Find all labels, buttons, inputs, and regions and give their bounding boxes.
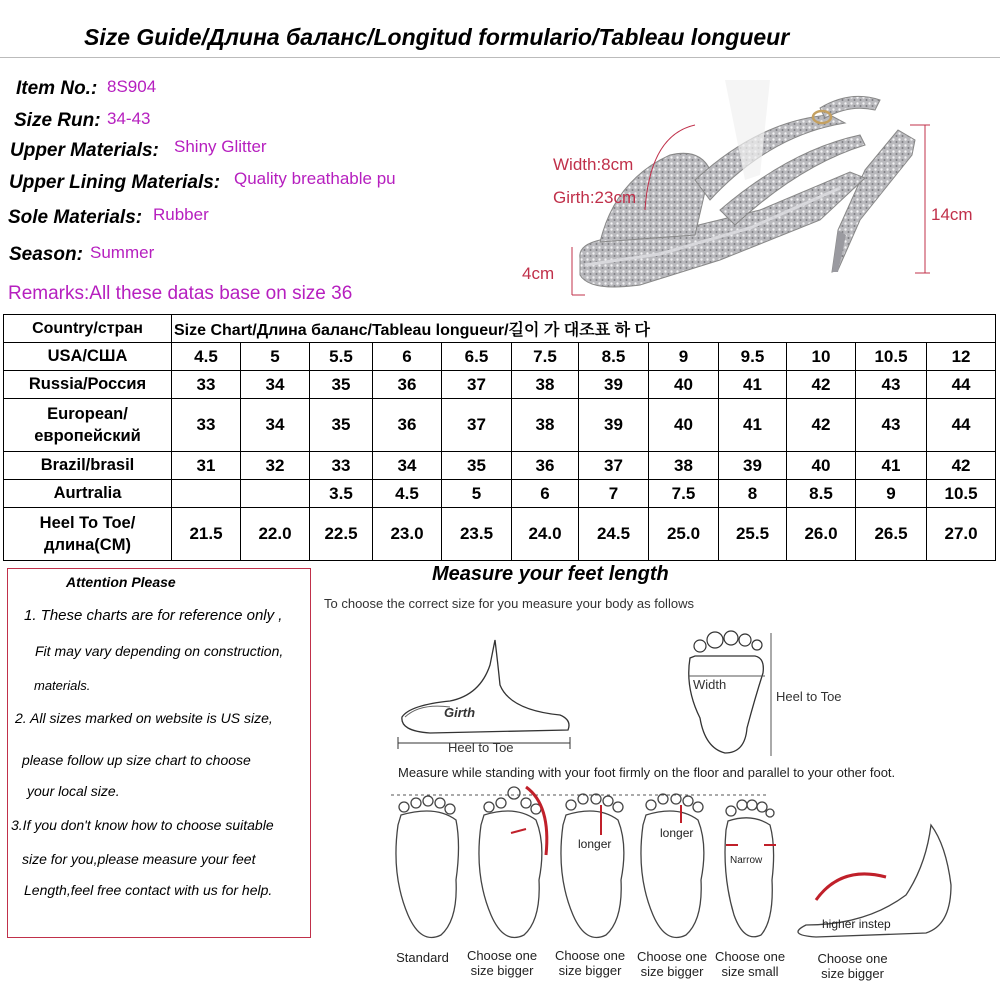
title-divider [0, 57, 1000, 58]
table-row [4, 452, 996, 480]
upper-materials-value: Shiny Glitter [174, 137, 267, 156]
page-title: Size Guide/Длина баланс/Longitud formulario/Tableau longueur [84, 24, 790, 50]
table-cell: 22.0 [241, 508, 310, 561]
table-cell: 5 [241, 343, 310, 371]
row-label: Russia/Россия [4, 371, 172, 399]
sole-materials-value: Rubber [153, 205, 209, 224]
attention-line: size for you,please measure your feet [22, 851, 256, 867]
table-cell: 33 [172, 399, 241, 452]
table-cell: 42 [927, 452, 996, 480]
country-header: Country/стран [4, 315, 172, 343]
chart-title: Size Chart/Длина баланс/Tableau longueur/길이 가 대조표 하 다 [172, 315, 996, 343]
table-cell: 40 [649, 371, 719, 399]
row-label: Aurtralia [4, 480, 172, 508]
table-cell: 41 [856, 452, 927, 480]
table-cell: 25.5 [719, 508, 787, 561]
table-cell: 26.0 [787, 508, 856, 561]
sole-materials-label: Sole Materials: [8, 207, 143, 228]
heel-to-toe-top-label: Heel to Toe [776, 689, 842, 704]
attention-line: please follow up size chart to choose [22, 752, 251, 768]
table-cell: 5.5 [310, 343, 373, 371]
heel-to-toe-side-label: Heel to Toe [448, 740, 514, 755]
upper-materials-label: Upper Materials: [10, 140, 159, 161]
attention-line: your local size. [27, 783, 120, 799]
caption-bigger-1: Choose one size bigger [466, 948, 538, 978]
table-cell: 4.5 [172, 343, 241, 371]
table-cell: 9 [649, 343, 719, 371]
season-label: Season: [9, 244, 83, 265]
longer-tag-1: longer [578, 837, 612, 851]
table-cell: 35 [310, 371, 373, 399]
table-cell: 33 [172, 371, 241, 399]
table-cell: 8 [719, 480, 787, 508]
row-label: Brazil/brasil [4, 452, 172, 480]
attention-line: materials. [34, 678, 91, 693]
table-cell: 37 [442, 371, 512, 399]
remarks: Remarks:All these datas base on size 36 [8, 283, 353, 304]
table-cell: 41 [719, 371, 787, 399]
higher-instep-tag: higher instep [822, 917, 891, 931]
table-cell: 10 [787, 343, 856, 371]
table-cell: 9 [856, 480, 927, 508]
heel-height-dimension: 14cm [931, 205, 973, 224]
platform-height-dimension: 4cm [522, 264, 555, 283]
table-cell: 6 [373, 343, 442, 371]
table-cell: 6.5 [442, 343, 512, 371]
table-cell: 36 [373, 371, 442, 399]
table-cell: 40 [649, 399, 719, 452]
table-row [4, 508, 996, 561]
measure-note: Measure while standing with your foot firmly on the floor and parallel to your other foot. [398, 765, 896, 780]
table-cell: 36 [373, 399, 442, 452]
table-cell: 34 [241, 399, 310, 452]
table-cell: 21.5 [172, 508, 241, 561]
table-cell: 34 [241, 371, 310, 399]
girth-dimension: Girth:23cm [553, 188, 637, 207]
table-cell [172, 480, 241, 508]
measure-title: Measure your feet length [432, 563, 669, 585]
table-cell: 37 [579, 452, 649, 480]
table-cell: 38 [512, 399, 579, 452]
width-dimension: Width:8cm [553, 155, 634, 174]
upper-lining-value: Quality breathable pu [234, 169, 396, 188]
table-cell: 39 [719, 452, 787, 480]
table-cell: 23.5 [442, 508, 512, 561]
table-cell: 5 [442, 480, 512, 508]
table-cell: 44 [927, 371, 996, 399]
attention-line: 1. These charts are for reference only , [24, 607, 283, 624]
caption-bigger-4: Choose one size bigger [817, 951, 888, 981]
girth-label: Girth [444, 705, 476, 720]
attention-title: Attention Please [66, 574, 176, 590]
table-cell [241, 480, 310, 508]
size-chart-table [3, 314, 996, 561]
attention-line: Length,feel free contact with us for help. [24, 882, 273, 898]
table-cell: 8.5 [787, 480, 856, 508]
table-cell: 24.0 [512, 508, 579, 561]
table-cell: 7 [579, 480, 649, 508]
row-label: Heel To Toe/длина(CM) [4, 508, 172, 561]
table-cell: 44 [927, 399, 996, 452]
table-cell: 38 [512, 371, 579, 399]
table-row [4, 343, 996, 371]
table-cell: 42 [787, 371, 856, 399]
table-cell: 32 [241, 452, 310, 480]
table-cell: 41 [719, 399, 787, 452]
caption-small: Choose one size small [714, 949, 786, 979]
table-cell: 39 [579, 371, 649, 399]
table-cell: 39 [579, 399, 649, 452]
size-run-label: Size Run: [14, 110, 101, 131]
upper-lining-label: Upper Lining Materials: [9, 172, 221, 193]
row-label: European/европейский [4, 399, 172, 452]
table-cell: 26.5 [856, 508, 927, 561]
width-label: Width [693, 677, 727, 692]
table-cell: 4.5 [373, 480, 442, 508]
table-cell: 36 [512, 452, 579, 480]
table-cell: 12 [927, 343, 996, 371]
table-row [4, 480, 996, 508]
attention-line: 3.If you don't know how to choose suitable [11, 817, 274, 833]
item-no-value: 8S904 [107, 77, 157, 96]
table-cell: 34 [373, 452, 442, 480]
narrow-tag: Narrow [730, 855, 763, 866]
table-cell: 7.5 [512, 343, 579, 371]
attention-line: 2. All sizes marked on website is US size, [15, 710, 273, 726]
attention-line: Fit may vary depending on construction, [35, 643, 284, 659]
item-no-label: Item No.: [16, 78, 98, 99]
caption-bigger-2: Choose one size bigger [554, 948, 626, 978]
table-row [4, 371, 996, 399]
table-cell: 31 [172, 452, 241, 480]
table-cell: 10.5 [927, 480, 996, 508]
table-row [4, 399, 996, 452]
table-cell: 8.5 [579, 343, 649, 371]
table-cell: 9.5 [719, 343, 787, 371]
longer-tag-2: longer [660, 826, 694, 840]
table-cell: 25.0 [649, 508, 719, 561]
table-cell: 22.5 [310, 508, 373, 561]
table-header-row [4, 315, 996, 343]
size-run-value: 34-43 [107, 109, 151, 128]
table-cell: 10.5 [856, 343, 927, 371]
caption-bigger-3: Choose one size bigger [636, 949, 708, 979]
table-cell: 43 [856, 371, 927, 399]
table-cell: 27.0 [927, 508, 996, 561]
table-cell: 7.5 [649, 480, 719, 508]
table-cell: 6 [512, 480, 579, 508]
table-cell: 35 [310, 399, 373, 452]
season-value: Summer [90, 243, 155, 262]
table-cell: 37 [442, 399, 512, 452]
caption-standard: Standard [396, 950, 449, 965]
row-label: USA/США [4, 343, 172, 371]
table-cell: 23.0 [373, 508, 442, 561]
table-cell: 43 [856, 399, 927, 452]
table-cell: 24.5 [579, 508, 649, 561]
shoe-product-image [520, 60, 990, 310]
table-cell: 42 [787, 399, 856, 452]
table-cell: 35 [442, 452, 512, 480]
table-cell: 40 [787, 452, 856, 480]
table-cell: 33 [310, 452, 373, 480]
measure-subtitle: To choose the correct size for you measure your body as follows [324, 596, 694, 611]
table-cell: 38 [649, 452, 719, 480]
table-cell: 3.5 [310, 480, 373, 508]
